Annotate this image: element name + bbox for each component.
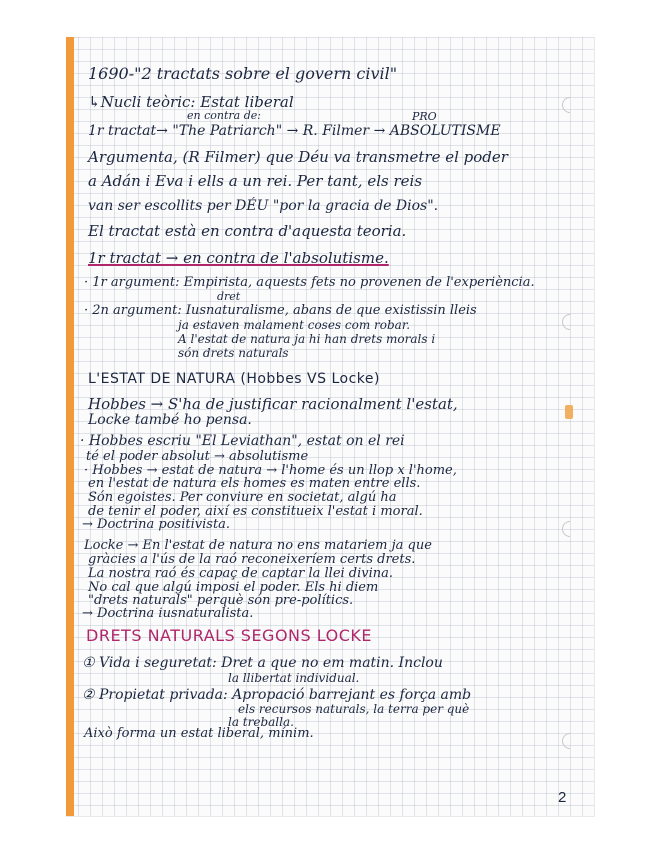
note-line: 1r tractat → en contra de l'absolutisme. [88,249,389,267]
note-line: són drets naturals [178,346,289,360]
note-line: "drets naturals" perquè són pre-polítics. [88,593,354,608]
note-line: té el poder absolut → absolutisme [86,449,309,464]
note-line: El tractat està en contra d'aquesta teoria. [88,222,407,240]
note-line: dret [217,290,241,303]
note-line: 1r tractat→ "The Patriarch" → R. Filmer → ABSOLUTISME [88,123,501,139]
note-line: Això forma un estat liberal, mínim. [84,726,314,741]
note-line: · Hobbes escriu "El Leviathan", estat on el rei [80,433,405,449]
note-line: els recursos naturals, la terra per què [238,702,470,716]
note-line: la treballa. [228,715,294,729]
margin-strip [66,37,74,816]
note-line: van ser escollits per DÉU "por la gracia de Dios". [88,198,439,214]
note-line: en l'estat de natura els homes es maten entre ells. [88,476,421,491]
note-line: ja estaven malament coses com robar. [178,318,411,332]
note-line: en contra de: [187,109,261,122]
section-heading: L'ESTAT DE NATURA (Hobbes VS Locke) [88,371,380,387]
note-line: → Doctrina iusnaturalista. [82,606,254,621]
page-number: 2 [558,789,567,806]
note-line: la llibertat individual. [228,671,360,685]
note-line: · 1r argument: Empirista, aquests fets no provenen de l'experiència. [84,275,535,290]
note-line: → Doctrina positivista. [82,517,231,532]
note-line: PRO [412,110,437,123]
note-line: A l'estat de natura ja hi han drets morals i [178,332,436,346]
section-heading: DRETS NATURALS SEGONS LOCKE [86,626,372,645]
note-line: ① Vida i seguretat: Dret a que no em matin. Inclou [82,655,443,671]
note-line: 1690-"2 tractats sobre el govern civil" [88,64,398,83]
note-line: · 2n argument: Iusnaturalisme, abans de que existissin lleis [84,303,477,318]
note-line: gràcies a l'ús de la raó reconeixeríem certs drets. [88,552,416,567]
note-line: Argumenta, (R Filmer) que Déu va transmetre el poder [88,148,508,166]
note-line: ② Propietat privada: Apropació barrejant es força amb [82,687,472,703]
note-line: ↳Nucli teòric: Estat liberal [88,93,294,111]
note-line: · Hobbes → estat de natura → l'home és un llop x l'home, [84,463,457,478]
note-line: Són egoistes. Per conviure en societat, algú ha [88,490,397,505]
note-line: Hobbes → S'ha de justificar racionalment l'estat, [88,395,458,413]
note-line: de tenir el poder, així es constitueix l'estat i moral. [88,504,423,519]
note-line: a Adán i Eva i ells a un rei. Per tant, els reis [88,172,423,190]
side-tab [565,405,573,419]
note-line: Locke també ho pensa. [88,412,252,428]
note-line: La nostra raó és capaç de captar la llei divina. [88,566,394,581]
note-line: Locke → En l'estat de natura no ens matariem ja que [84,538,432,553]
note-line: No cal que algú imposi el poder. Els hi diem [88,580,379,595]
